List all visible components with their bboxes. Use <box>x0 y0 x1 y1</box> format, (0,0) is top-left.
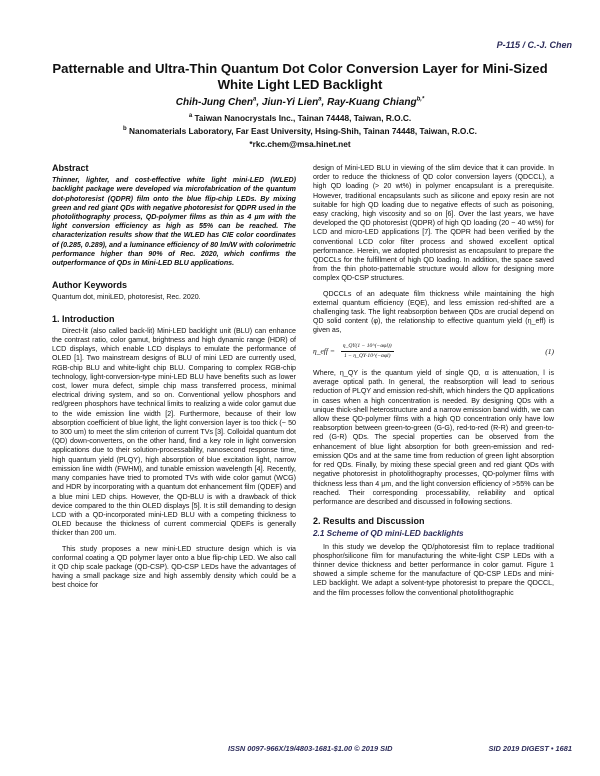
keywords-text: Quantum dot, miniLED, photoresist, Rec. 2020. <box>52 293 201 302</box>
left-column <box>52 164 296 597</box>
equation-1 <box>313 342 554 361</box>
equation-body <box>313 342 394 361</box>
affiliation-mark: a <box>188 113 193 120</box>
results-heading: 2. Results and Discussion <box>313 516 425 527</box>
equation-denominator: 1 − η_QY·10^(−αφl) <box>343 352 391 359</box>
equation-lhs: η_eff = <box>313 346 335 356</box>
right-column <box>313 164 554 604</box>
author-name: Jiun-Yi Lien <box>261 97 319 108</box>
affiliation-text: Taiwan Nanocrystals Inc., Tainan 74448, Taiwan, R.O.C. <box>194 113 412 123</box>
right-paragraph-1: design of Mini-LED BLU in viewing of the slim device that it can provide. In order to reduce the thickness of QD color conversion layers (QDCCL), a high QD loading (> 20 wt%) in polymer encapsulant is a prerequisite. However, traditional encapsulants such as silicone and epoxy resin are not suitable for high QD loading due to negative effects of such as poisoning, easy cracking, high viscosity and so on [6]. Over the last years, we have developed the QD photoresist (QDPR) of high QD loading (20 ~ 40 wt%) for LCD and micro-LED applications [7]. The QDPR had been verified by the conventional LCD color filter process and showed excellent optical performance. Herein, we adopted photoresist as encapsulant to prepare the QDCCLs for the fulfillment of high QD loading. In addition, the space saved from the thin photo-patternable structure would allow for designing more complex QD-CSP structures. <box>313 164 554 283</box>
right-paragraph-4: In this study we develop the QD/photoresist film to replace traditional phosphor/silicone film for manufacturing the white-light CSP LEDs with a thinner device thickness and better performance in color gamut. Figure 1 showed a simple scheme for the manufacture of QD-CSP LEDs and mini-LED backlight. We adapt a solvent-type photoresist to prepare the QDCCL, and the film processes follow the conventional photolithographic <box>313 542 554 597</box>
author-affiliation-mark: b,* <box>416 96 425 103</box>
affiliation-mark: b <box>123 126 127 133</box>
affiliation-b <box>40 126 560 136</box>
author-name: Ray-Kuang Chiang <box>327 97 417 108</box>
subsection-2-1-heading: 2.1 Scheme of QD mini-LED backlights <box>313 529 464 539</box>
equation-fraction <box>341 342 394 361</box>
right-paragraph-2: QDCCLs of an adequate film thickness while maintaining the high external quantum efficiency (EQE), and less emission red-shifted are a challenging task. The light reabsorption between QDs are crucial depend on QD solid content (φ), the relationship to effective quantum yield (η_eff) is given as, <box>313 289 554 335</box>
author-name: Chih-Jung Chen <box>175 97 253 108</box>
keywords-heading: Author Keywords <box>52 280 128 291</box>
running-header: P-115 / C.-J. Chen <box>496 40 572 50</box>
author-list: Chih-Jung Chen$^a$, Jiun-Yi Lien$^a$, Ray-Kuang Chiang$^{b,*}$ <box>175 96 425 108</box>
corresponding-email: *rkc.chem@msa.hinet.net <box>249 139 351 149</box>
right-paragraph-3: Where, η_QY is the quantum yield of single QD, α is attenuation, l is average optical path. In general, the reabsorption will lead to serious reduction of PLQY and emission red-shift, which hinders the QD applications in cases when a high concentration is needed. By designing QDs with a unique thick-shell heterostructure and a narrow emission band width, we can allow these QD-polymer films with a high QD concentration only have low reabsorption between green-to-green (G-G), red-to-red (R-R) and green-to-red (G-R) QDs. The special properties can be observed from the enhancement of blue light absorption for both green-emission and red-emission QDs and at the same time from reduction of green light absorption for red QDs. Finally, by mixing these special green and red giant QDs with negative photoresist in photolithography processes, QD-polymer films with thickness less than 4 µm, and the light conversion efficiency of >55% can be reached. Their corresponding processability, reliability and optical performance are described and discussed in following sections. <box>313 369 554 506</box>
footer-issn: ISSN 0097-966X/19/4803-1681-$1.00 © 2019 SID <box>228 744 393 753</box>
equation-number: (1) <box>545 346 554 356</box>
author-affiliation-mark: a <box>252 96 257 103</box>
introduction-heading: 1. Introduction <box>52 313 115 324</box>
intro-paragraph-2: This study proposes a new mini-LED structure design which is via conformal coating a QD polymer layer onto a blue flip-chip LED. We also call it QD chip scale package (QD-CSP). QD-CSP LEDs have the advantages of having a small package size and high assembly density which could be a best choice for <box>52 544 296 590</box>
equation-numerator: η_QY(1 − 10^(−αφl)) <box>341 342 394 352</box>
abstract-heading: Abstract <box>52 163 89 173</box>
affiliation-a <box>40 113 560 123</box>
abstract-text: Thinner, lighter, and cost-effective white light mini-LED (WLED) backlight package were developed via microfabrication of the quantum dot-photoresist (QDPR) film onto the blue flip-chip LEDs. By mixing green and red giant QDs with negative photoresist for QDPR used in the photolithography process, QD-polymer films as thin as 4 µm with the light conversion efficiency as high as 55% can be reached. The characterization results show that the WLED has CIE color coordinates of (0.285, 0.289), and a luminance efficiency of 80 lm/W with colorimetric performance higher than 90% of Rec. 2020, which confirms the outperformance of QDs in Mini-LED BLU applications. <box>52 176 296 268</box>
author-affiliation-mark: a <box>318 96 322 103</box>
affiliation-text: Nanomaterials Laboratory, Far East University, Hsing-Shih, Tainan 74448, Taiwan, R.O.C. <box>129 126 477 136</box>
footer-digest: SID 2019 DIGEST • 1681 <box>488 744 572 753</box>
paper-title: Patternable and Ultra-Thin Quantum Dot Color Conversion Layer for Mini-Sized White Light LED Backlight <box>52 61 548 92</box>
intro-paragraph-1: Direct-lit (also called back-lit) Mini-LED backlight unit (BLU) can enhance the contrast ratio, color gamut, brightness and high dynamic range (HDR) of LCD displays, which enable LCD displays to emulate the performance of OLED [1]. Two mainstream designs of BLU of mini LED are currently used, RGB-chip BLU and white-light chip BLU. Comparing to complex RGB-chip technology, light-conversion-type mini-LED BLU have benefits such as lower cost, lower mura defect, simple chip mass transferred process, minimal electrical driving system, and so on. Conventional yellow phosphors and red/green phosphors have technical limits to realizing a wide color gamut due to the wide emission line width [2]. Furthermore, because of their low absorption coefficient of blue light, the light conversion layer is too thick (~ 50 to 300 um) to meet the slim criterion of current TVs [3]. Colloidal quantum dot (QD) down-converters, on the other hand, find a key role in light conversion applications due to their solution-processability, nanosecond response time, high quantum yield (PLQY), high absorption of blue excitation light, narrow emission line width (FWHM), and tunable emission wavelength [4]. Recently, many companies have tried to promoted TVs with wide color gamut (WCG) and HDR by incorporating with a quantum dot enhancement film (QDEF) and a blue mini LED chips. However, the QD-BLU is with a drawback of thick device compared to the thin OLED displays [5]. It is still demanding to design LCD with a QD-incorporated mini-LED BLU with a competing thickness to OLED because the thickness of current commercial QDEFs is generally thicker than 200 um. <box>52 326 296 538</box>
